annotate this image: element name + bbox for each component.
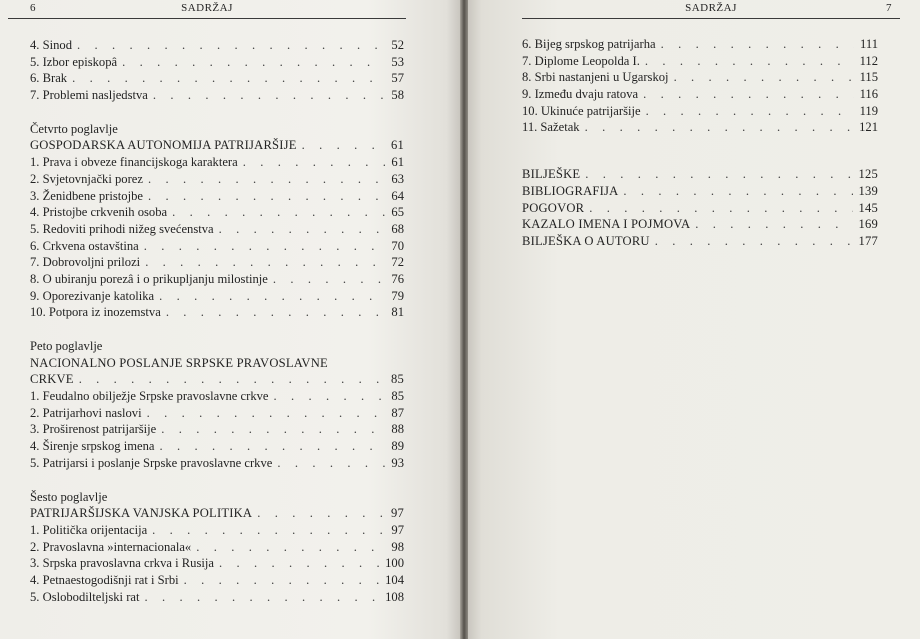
toc-entry-page: 111: [860, 37, 878, 51]
toc-group-chapter6: [30, 522, 404, 605]
toc-group-back-matter: [522, 166, 878, 249]
dot-leader: [77, 37, 385, 54]
toc-entry-page: 58: [391, 88, 404, 103]
dot-leader: [145, 254, 385, 271]
dot-leader: [243, 154, 386, 171]
toc-entry-page: 89: [391, 439, 404, 454]
toc-entry-title: 11. Sažetak: [522, 120, 580, 135]
page-number: 7: [886, 2, 892, 14]
toc-entry-page: 79: [391, 288, 404, 303]
toc-entry: [30, 171, 404, 188]
dot-leader: [166, 304, 386, 321]
toc-entry-title: 1. Prava i obveze financijskoga karaktera: [30, 155, 238, 170]
toc-entry: [30, 288, 404, 305]
toc-entry-title: 9. Između dvaju ratova: [522, 87, 639, 102]
toc-group-chapter4: [30, 154, 404, 321]
toc-entry-page: 116: [859, 87, 878, 102]
toc-entry-title: 2. Patrijarhovi naslovi: [30, 405, 142, 420]
toc-entry-title: 7. Diplome Leopolda I.: [522, 53, 640, 68]
toc-entry-page: 64: [391, 188, 404, 203]
toc-entry: [30, 539, 404, 556]
right-page: [468, 0, 920, 639]
toc-entry: [522, 53, 878, 70]
toc-entry-page: 125: [858, 167, 878, 182]
dot-leader: [643, 86, 853, 103]
dot-leader: [273, 271, 386, 288]
toc-entry: [30, 572, 404, 589]
toc-entry-page: 145: [858, 200, 878, 215]
toc-entry-page: 177: [858, 233, 878, 248]
toc-entry-title: 10. Potpora iz inozemstva: [30, 305, 161, 320]
toc-entry-title: 3. Proširenost patrijaršije: [30, 422, 157, 437]
running-head: [8, 2, 406, 19]
toc-entry: [30, 204, 404, 221]
toc-entry: [30, 271, 404, 288]
chapter-label: Peto poglavlje: [30, 339, 103, 353]
toc-entry: [30, 304, 404, 321]
chapter-heading-page: 61: [391, 138, 404, 153]
chapter-heading-page: 85: [391, 372, 404, 387]
toc-entry: [30, 589, 404, 606]
toc-entry-title: 10. Ukinuće patrijaršije: [522, 103, 641, 118]
dot-leader: [219, 555, 379, 572]
toc-entry-title: 3. Ženidbene pristojbe: [30, 188, 143, 203]
chapter-heading-row: [30, 137, 404, 154]
toc-entry-page: 68: [391, 221, 404, 236]
toc-entry-page: 87: [391, 405, 404, 420]
dot-leader: [148, 171, 385, 188]
toc-entry-page: 104: [385, 572, 404, 587]
toc-entry-page: 119: [859, 103, 878, 118]
dot-leader: [152, 522, 385, 539]
toc-entry-title: 5. Izbor episkopâ: [30, 54, 118, 69]
toc-entry: [30, 438, 404, 455]
dot-leader: [196, 539, 385, 556]
toc-entry-page: 139: [858, 183, 878, 198]
toc-entry-page: 85: [391, 389, 404, 404]
chapter-heading: PATRIJARŠIJSKA VANJSKA POLITIKA: [30, 506, 253, 521]
chapter-heading: NACIONALNO POSLANJE SRPSKE PRAVOSLAVNE: [30, 355, 328, 370]
toc-group-chapter6-cont: [522, 36, 878, 136]
toc-entry: [30, 555, 404, 572]
toc-entry: [30, 54, 404, 71]
toc-entry-page: 93: [391, 455, 404, 470]
toc-entry: [522, 216, 878, 233]
toc-entry: [30, 87, 404, 104]
toc-entry-title: BIBLIOGRAFIJA: [522, 183, 619, 198]
page-number: 6: [30, 2, 36, 14]
toc-entry: [522, 183, 878, 200]
dot-leader: [79, 371, 385, 388]
toc-entry: [30, 405, 404, 422]
dot-leader: [585, 119, 854, 136]
toc-entry: [522, 69, 878, 86]
toc-entry-title: 2. Svjetovnjački porez: [30, 171, 143, 186]
toc-entry: [30, 522, 404, 539]
toc-entry-page: 76: [391, 271, 404, 286]
toc-entry-title: 5. Patrijarsi i poslanje Srpske pravoslavne crkve: [30, 455, 273, 470]
toc-entry-title: 4. Petnaestogodišnji rat i Srbi: [30, 572, 179, 587]
toc-entry: [30, 455, 404, 472]
dot-leader: [172, 204, 385, 221]
toc-left: [30, 37, 404, 605]
toc-entry: [30, 154, 404, 171]
chapter-heading-cont: CRKVE: [30, 372, 74, 387]
toc-entry-page: 112: [859, 53, 878, 68]
toc-entry: [522, 233, 878, 250]
toc-entry: [30, 70, 404, 87]
toc-entry-title: 5. Redoviti prihodi nižeg svećenstva: [30, 221, 214, 236]
toc-entry-title: POGOVOR: [522, 200, 585, 215]
toc-right: [522, 36, 878, 250]
toc-entry: [30, 188, 404, 205]
toc-entry-title: 8. Srbi nastanjeni u Ugarskoj: [522, 70, 669, 85]
toc-entry-page: 81: [391, 305, 404, 320]
toc-entry-title: 4. Sinod: [30, 38, 72, 52]
toc-entry-title: 7. Problemi nasljedstva: [30, 88, 148, 103]
dot-leader: [655, 233, 853, 250]
toc-entry-page: 70: [391, 238, 404, 253]
toc-entry-title: 9. Oporezivanje katolika: [30, 288, 155, 303]
toc-entry: [30, 388, 404, 405]
toc-entry: [522, 103, 878, 120]
toc-entry-page: 108: [385, 589, 404, 604]
toc-entry-title: 7. Dobrovoljni prilozi: [30, 255, 141, 270]
toc-entry-title: BILJEŠKE: [522, 167, 581, 182]
toc-group-chapter5: [30, 388, 404, 471]
toc-entry-title: 5. Oslobodilteljski rat: [30, 589, 140, 604]
toc-entry-page: 121: [859, 120, 878, 135]
dot-leader: [184, 572, 379, 589]
running-head-title: SADRŽAJ: [685, 2, 737, 14]
dot-leader: [153, 87, 386, 104]
toc-entry-page: 63: [391, 171, 404, 186]
toc-entry-title: 8. O ubiranju porezâ i o prikupljanju milostinje: [30, 271, 268, 286]
toc-entry-title: 6. Bijeg srpskog patrijarha: [522, 37, 656, 51]
toc-entry-title: 2. Pravoslavna »internacionala«: [30, 539, 192, 554]
toc-entry-page: 72: [391, 255, 404, 270]
dot-leader: [661, 36, 854, 53]
toc-entry: [30, 421, 404, 438]
toc-entry-page: 88: [391, 422, 404, 437]
dot-leader: [257, 505, 385, 522]
toc-entry-title: 3. Srpska pravoslavna crkva i Rusija: [30, 556, 214, 571]
dot-leader: [695, 216, 852, 233]
chapter-heading: GOSPODARSKA AUTONOMIJA PATRIJARŠIJE: [30, 138, 297, 153]
toc-entry: [522, 166, 878, 183]
toc-entry: [30, 254, 404, 271]
dot-leader: [645, 53, 854, 70]
dot-leader: [122, 54, 385, 71]
toc-entry-page: 115: [859, 70, 878, 85]
toc-entry: [522, 36, 878, 53]
dot-leader: [147, 405, 386, 422]
dot-leader: [623, 183, 852, 200]
book-gutter: [460, 0, 468, 639]
toc-entry-title: KAZALO IMENA I POJMOVA: [522, 217, 691, 232]
toc-entry-title: 1. Feudalno obilježje Srpske pravoslavne crkve: [30, 389, 269, 404]
dot-leader: [302, 137, 385, 154]
toc-entry: [522, 119, 878, 136]
toc-entry-title: 1. Politička orijentacija: [30, 522, 148, 537]
dot-leader: [148, 188, 385, 205]
dot-leader: [674, 69, 854, 86]
toc-entry: [30, 221, 404, 238]
dot-leader: [277, 455, 385, 472]
dot-leader: [72, 70, 385, 87]
toc-entry-title: 4. Pristojbe crkvenih osoba: [30, 205, 168, 220]
toc-entry-title: BILJEŠKA O AUTORU: [522, 233, 650, 248]
toc-entry-page: 61: [391, 155, 404, 170]
dot-leader: [589, 200, 852, 217]
toc-entry-title: 6. Brak: [30, 71, 68, 86]
dot-leader: [161, 421, 385, 438]
dot-leader: [144, 238, 386, 255]
dot-leader: [160, 438, 386, 455]
running-head-title: SADRŽAJ: [181, 2, 233, 14]
toc-entry-page: 97: [391, 522, 404, 537]
dot-leader: [159, 288, 385, 305]
dot-leader: [274, 388, 386, 405]
toc-entry: [30, 238, 404, 255]
dot-leader: [219, 221, 386, 238]
dot-leader: [585, 166, 852, 183]
dot-leader: [646, 103, 854, 120]
toc-entry-page: 169: [858, 217, 878, 232]
toc-group-continued: [30, 37, 404, 104]
toc-entry-page: 57: [391, 71, 404, 86]
toc-entry-page: 100: [385, 556, 404, 571]
toc-entry-page: 53: [391, 54, 404, 69]
chapter-heading-row: [30, 505, 404, 522]
toc-entry-title: 4. Širenje srpskog imena: [30, 439, 155, 454]
chapter-label: Šesto poglavlje: [30, 489, 108, 504]
toc-entry: [522, 200, 878, 217]
toc-entry-page: 65: [391, 205, 404, 220]
running-head: [522, 2, 900, 19]
dot-leader: [145, 589, 380, 606]
chapter-heading-row: [30, 371, 404, 388]
chapter-heading-page: 97: [391, 506, 404, 521]
toc-entry-page: 52: [391, 38, 404, 52]
toc-entry: [522, 86, 878, 103]
toc-entry-title: 6. Crkvena ostavština: [30, 238, 139, 253]
chapter-label: Četvrto poglavlje: [30, 121, 118, 136]
toc-entry: [30, 37, 404, 54]
toc-entry-page: 98: [391, 539, 404, 554]
